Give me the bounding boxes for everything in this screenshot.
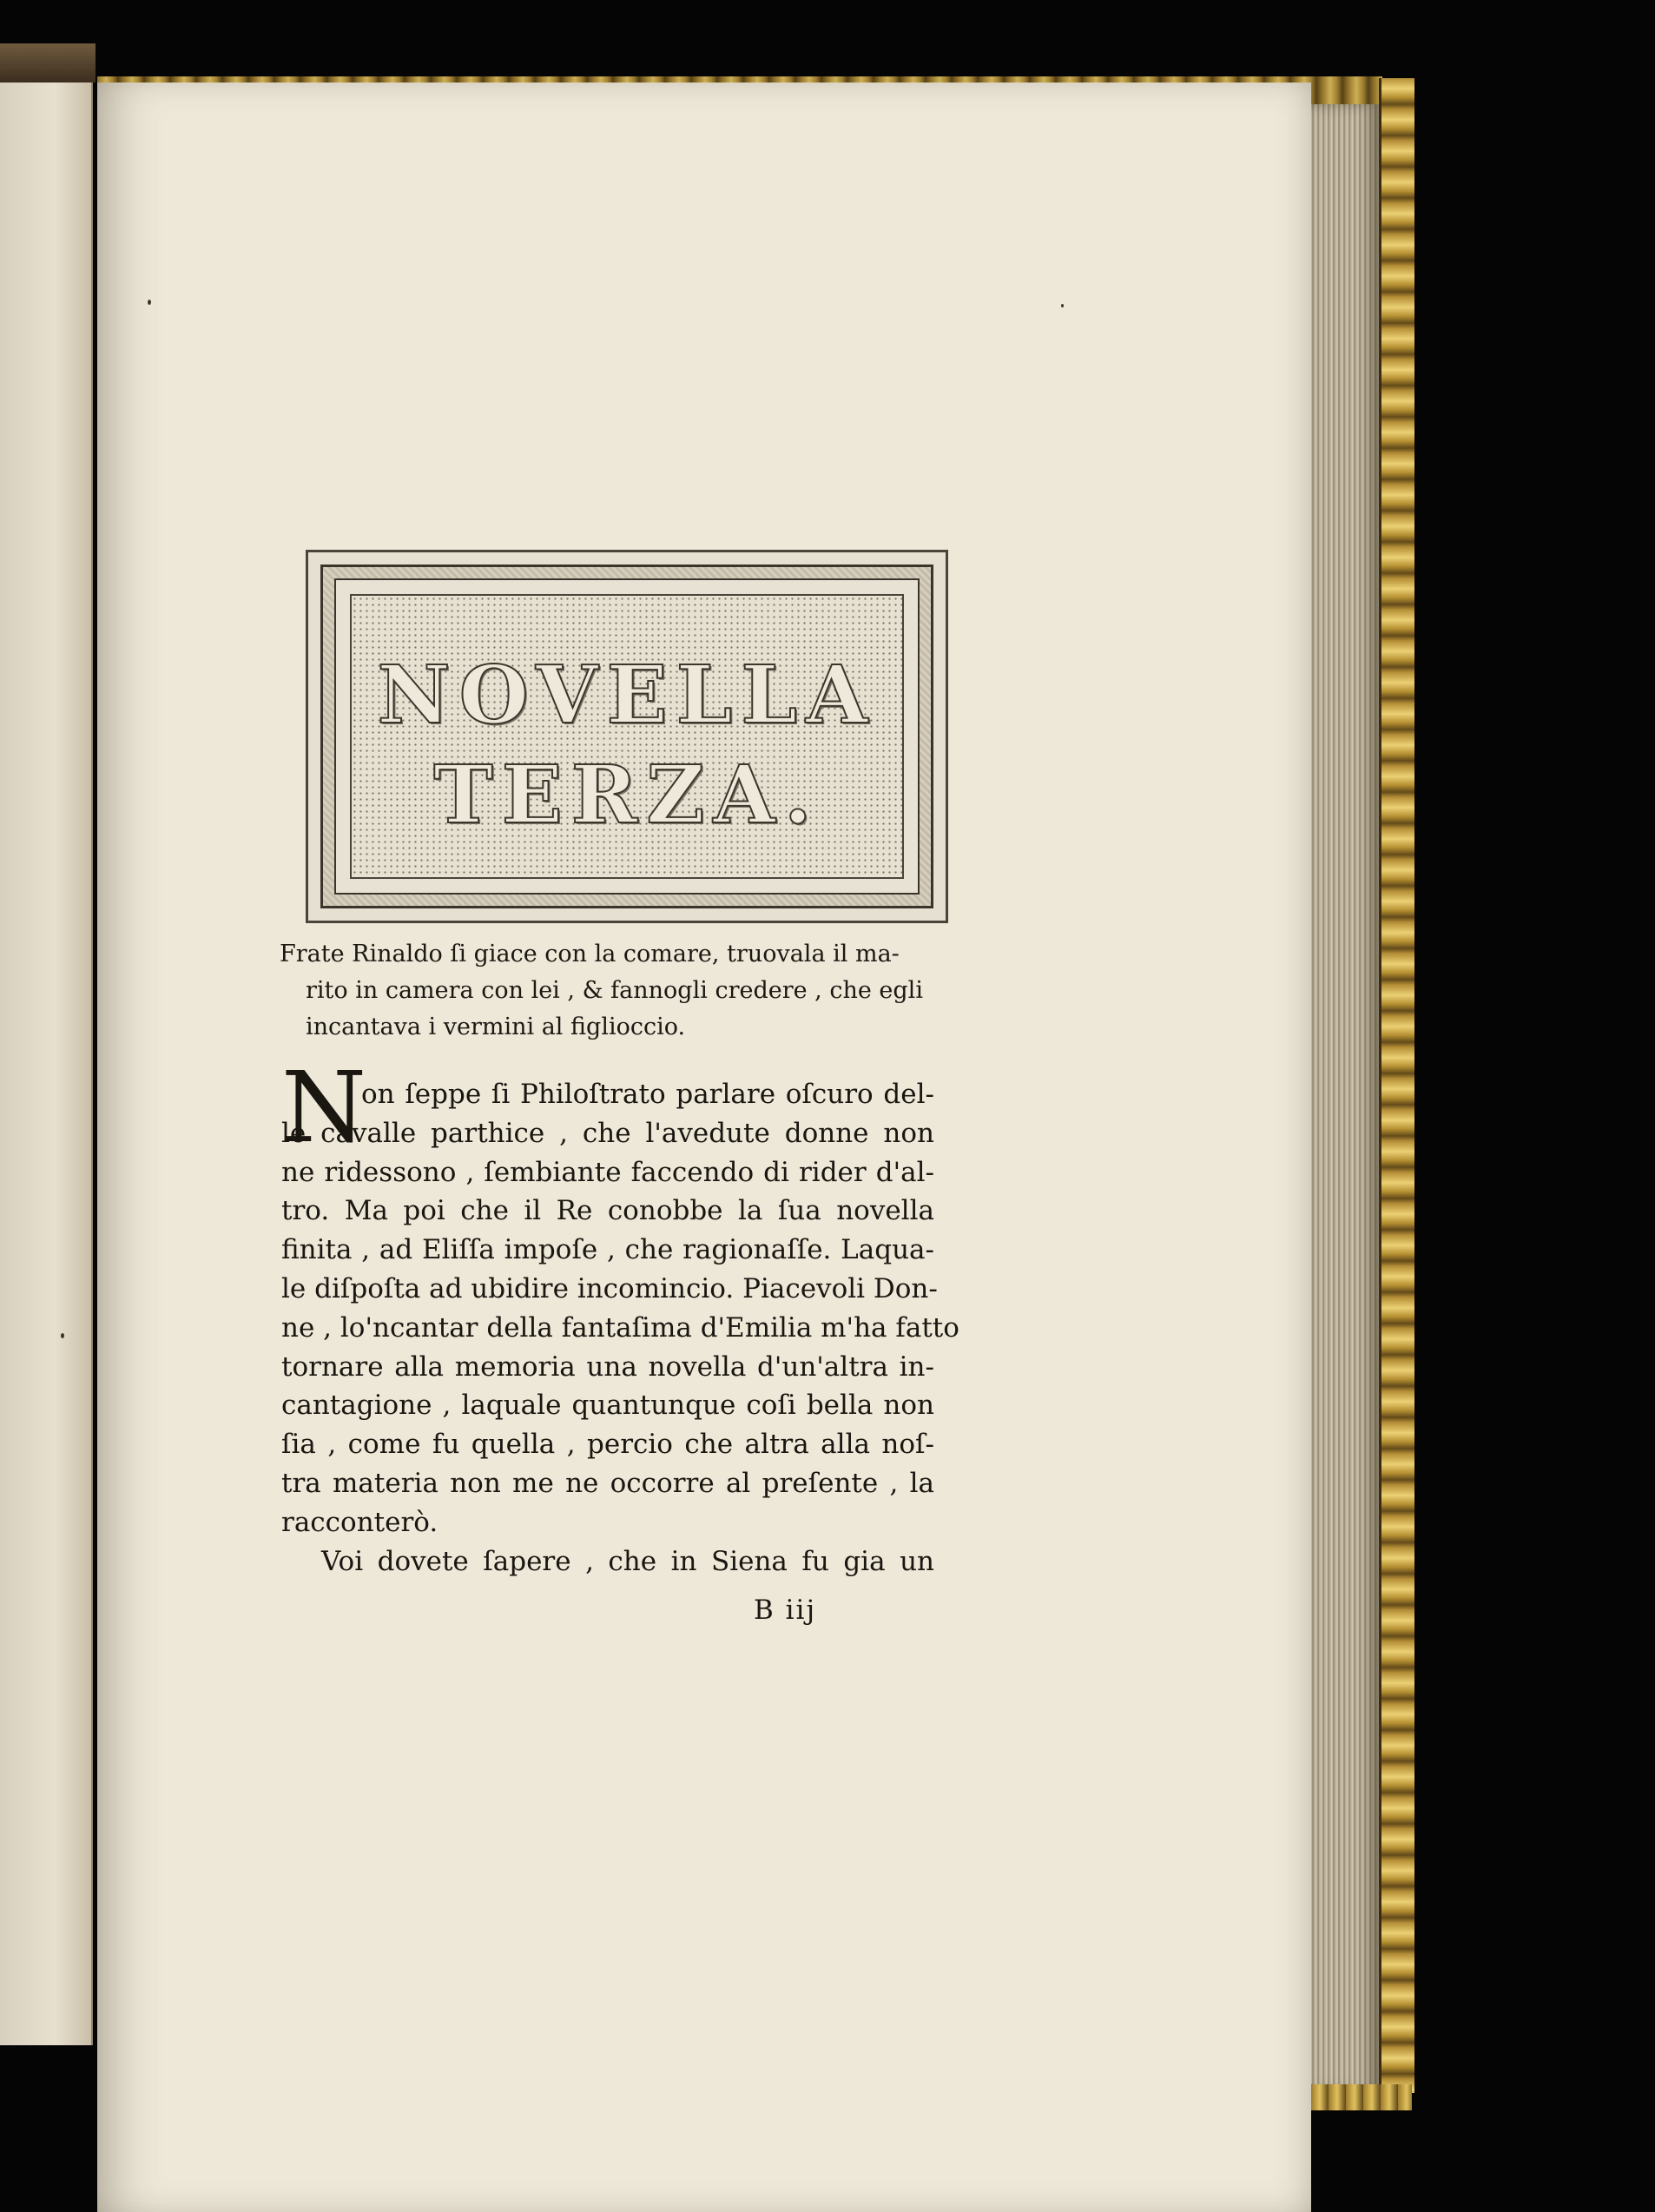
paper-speck [61, 1333, 64, 1338]
novella-summary [280, 936, 974, 1046]
plate-title-line1: NOVELLA [377, 648, 877, 742]
body-line: ſia , come fu quella , percio che altra alla noſ- [281, 1429, 934, 1461]
body-line: tro. Ma poi che il Re conobbe la ſua novella [281, 1195, 934, 1227]
paper-speck [1061, 304, 1064, 307]
plate-title-line2: TERZA. [433, 748, 821, 842]
summary-line: rito in camera con lei , & fannogli credere , che egli [306, 977, 923, 1004]
body-line: tra materia non me ne occorre al preſente , la [281, 1467, 934, 1499]
body-line: on ſeppe ſi Philoſtrato parlare oſcuro del- [361, 1079, 934, 1110]
body-line: ne ridessono , ſembiante faccendo di rider d'al- [281, 1156, 934, 1188]
body-line-paragraph2: Voi dovete ſapere , che in Siena fu gia un [321, 1545, 934, 1577]
body-line: le cavalle parthice , che l'avedute donne non [281, 1117, 934, 1149]
summary-line: Frate Rinaldo ſi giace con la comare, truovala il ma- [280, 941, 900, 967]
body-line: le diſpoſta ad ubidire incomincio. Piacevoli Don- [281, 1272, 938, 1304]
signature-mark: B iij [754, 1595, 817, 1626]
body-line: cantagione , laquale quantunque coſi bella non [281, 1390, 934, 1422]
page-edges [1309, 104, 1379, 2093]
left-page [0, 83, 93, 2045]
left-cover-edge [0, 43, 96, 83]
body-line: tornare alla memoria una novella d'un'altra in- [281, 1350, 934, 1383]
summary-line: incantava i vermini al figlioccio. [306, 1014, 686, 1040]
gilt-border-right [1379, 78, 1414, 2093]
plate-stippled-panel [350, 594, 904, 879]
drop-cap: N [281, 1052, 366, 1165]
body-text [281, 1075, 976, 1581]
body-line: racconterò. [281, 1506, 438, 1538]
title-plate [306, 550, 948, 923]
body-line: ne , lo'ncantar della fantaſima d'Emilia m'ha fatto [281, 1311, 959, 1344]
paper-speck [148, 300, 151, 305]
body-line: finita , ad Eliſſa impoſe , che ragionaſſe. Laqua- [281, 1234, 934, 1266]
